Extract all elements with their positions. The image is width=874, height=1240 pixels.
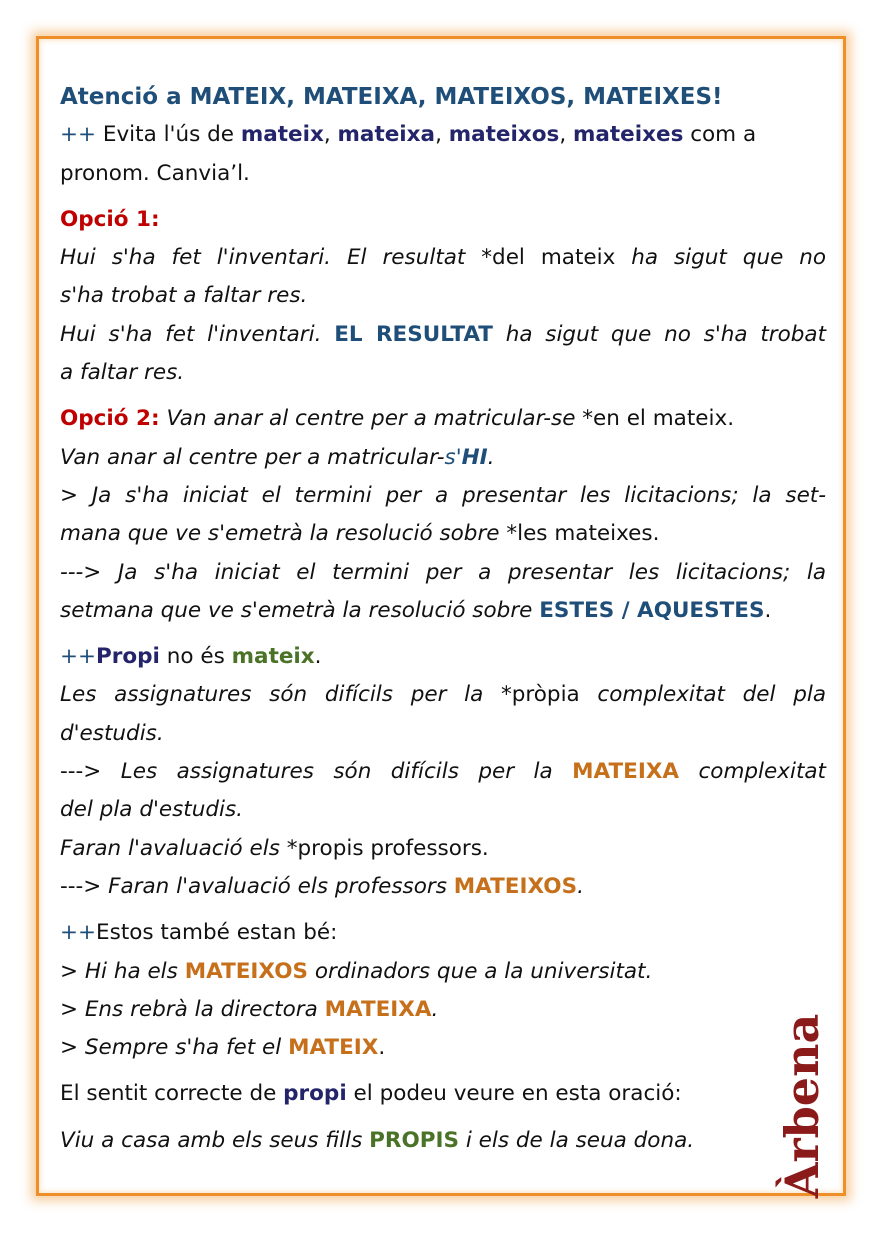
word-propi: propi	[283, 1081, 347, 1107]
option-2-label: Opció 2:	[60, 406, 160, 432]
sentit-line	[60, 1075, 826, 1113]
intro-text: Evita l'ús de	[96, 122, 241, 148]
example-text: .	[378, 1035, 386, 1061]
example-text: Van anar al centre per a matricular-	[60, 444, 445, 470]
estos-line-3	[60, 991, 826, 1029]
example-text: mana que ve s'emetrà la resolució sobre	[60, 521, 507, 547]
propi-line-2	[60, 676, 826, 714]
page-title: Atenció a MATEIX, MATEIXA, MATEIXOS, MATEIXES!	[60, 84, 723, 110]
example-text: .	[577, 873, 584, 899]
incorrect-form: *les mateixes.	[506, 521, 660, 547]
propi-marker: ++	[60, 644, 97, 670]
estos-line-4	[60, 1029, 826, 1067]
example-text: Les assignatures són difícils per la	[120, 759, 573, 785]
example-text: ha sigut que no	[615, 245, 827, 271]
example-text: Viu a casa amb els seus fills	[60, 1127, 370, 1153]
option-2-line-4	[60, 515, 826, 553]
example-text: .	[487, 444, 495, 470]
example-text: Hui s'ha fet l'inventari.	[60, 321, 335, 347]
propi-line-3: d'estudis.	[60, 720, 164, 746]
option-2-line-5: ---> Ja s'ha iniciat el termini per a presentar les licitacions; la	[60, 559, 826, 585]
intro-marker: ++	[60, 122, 97, 148]
option-2-line-2	[60, 439, 826, 477]
estos-line-1	[60, 914, 826, 952]
propi-line-1	[60, 638, 826, 676]
option-2-line-6	[60, 592, 826, 630]
option-1-label: Opció 1:	[60, 206, 160, 232]
correct-form: MATEIXA	[572, 759, 680, 785]
arrow: --->	[60, 873, 109, 899]
content	[60, 78, 826, 1160]
plain-text: Estos també estan bé:	[96, 920, 338, 946]
example-text: Hui s'ha fet l'inventari. El resultat	[60, 245, 482, 271]
propi-line-5: del pla d'estudis.	[60, 797, 244, 823]
option-1-line-3	[60, 316, 826, 354]
example-text: complexitat	[679, 759, 826, 785]
plain-text: .	[314, 644, 322, 670]
example-text: ha sigut que no s'ha trobat	[492, 321, 826, 347]
option-1-line-2: s'ha trobat a faltar res.	[60, 283, 308, 309]
incorrect-form: *propis professors.	[286, 835, 489, 861]
example-text: > Hi ha els	[60, 958, 185, 984]
pronoun-prefix: s'	[444, 444, 462, 470]
example-text: Les assignatures són difícils per la	[60, 682, 501, 708]
incorrect-form: *en el mateix.	[582, 406, 735, 432]
estos-line-2	[60, 953, 826, 991]
propi-line-4	[60, 753, 826, 791]
option-2-line-1	[60, 400, 826, 438]
estos-marker: ++	[60, 920, 97, 946]
correct-form: MATEIX	[288, 1035, 379, 1061]
correct-form: MATEIXOS	[453, 873, 578, 899]
word-propis: PROPIS	[369, 1127, 460, 1153]
word-propi: Propi	[96, 644, 160, 670]
example-text: .	[764, 597, 772, 623]
final-example	[60, 1122, 826, 1160]
separator: ,	[435, 122, 449, 148]
example-text: ordinadors que a la universitat.	[308, 958, 653, 984]
correct-form: MATEIXOS	[184, 958, 308, 984]
example-text: Faran l'avaluació els	[60, 835, 287, 861]
example-text: > Sempre s'ha fet el	[60, 1035, 289, 1061]
arrow: --->	[60, 759, 121, 785]
pronoun-hi: HI	[461, 444, 488, 470]
example-text: > Ens rebrà la directora	[60, 996, 325, 1022]
propi-line-7	[60, 868, 826, 906]
word-mateix: mateix	[231, 644, 315, 670]
intro-line-1	[60, 116, 826, 154]
incorrect-form: *pròpia	[501, 682, 580, 708]
arbena-logo: Àrbena	[775, 1013, 829, 1199]
option-1-line-1	[60, 239, 826, 277]
correct-form: ESTES / AQUESTES	[539, 597, 765, 623]
plain-text: El sentit correcte de	[60, 1081, 284, 1107]
example-text: Faran l'avaluació els professors	[108, 873, 454, 899]
incorrect-form: *del mateix	[481, 245, 616, 271]
word-mateixos: mateixos	[448, 122, 560, 148]
intro-line-2: pronom. Canvia’l.	[60, 160, 250, 186]
example-text: complexitat del pla	[579, 682, 826, 708]
example-text: setmana que ve s'emetrà la resolució sobre	[60, 597, 540, 623]
intro-text: com a	[683, 122, 757, 148]
plain-text: el podeu veure en esta oració:	[346, 1081, 682, 1107]
propi-line-6	[60, 830, 826, 868]
example-text: .	[431, 996, 439, 1022]
correct-form: EL RESULTAT	[334, 321, 493, 347]
example-text: i els de la seua dona.	[459, 1127, 695, 1153]
separator: ,	[559, 122, 573, 148]
word-mateixa: mateixa	[337, 122, 436, 148]
example-text: Van anar al centre per a matricular-se	[159, 406, 583, 432]
option-2-line-3: > Ja s'ha iniciat el termini per a presentar les licitacions; la set-	[60, 482, 826, 508]
option-1-line-4: a faltar res.	[60, 360, 185, 386]
separator: ,	[323, 122, 338, 148]
word-mateixes: mateixes	[572, 122, 684, 148]
correct-form: MATEIXA	[324, 996, 432, 1022]
word-mateix: mateix	[240, 122, 324, 148]
plain-text: no és	[159, 644, 232, 670]
